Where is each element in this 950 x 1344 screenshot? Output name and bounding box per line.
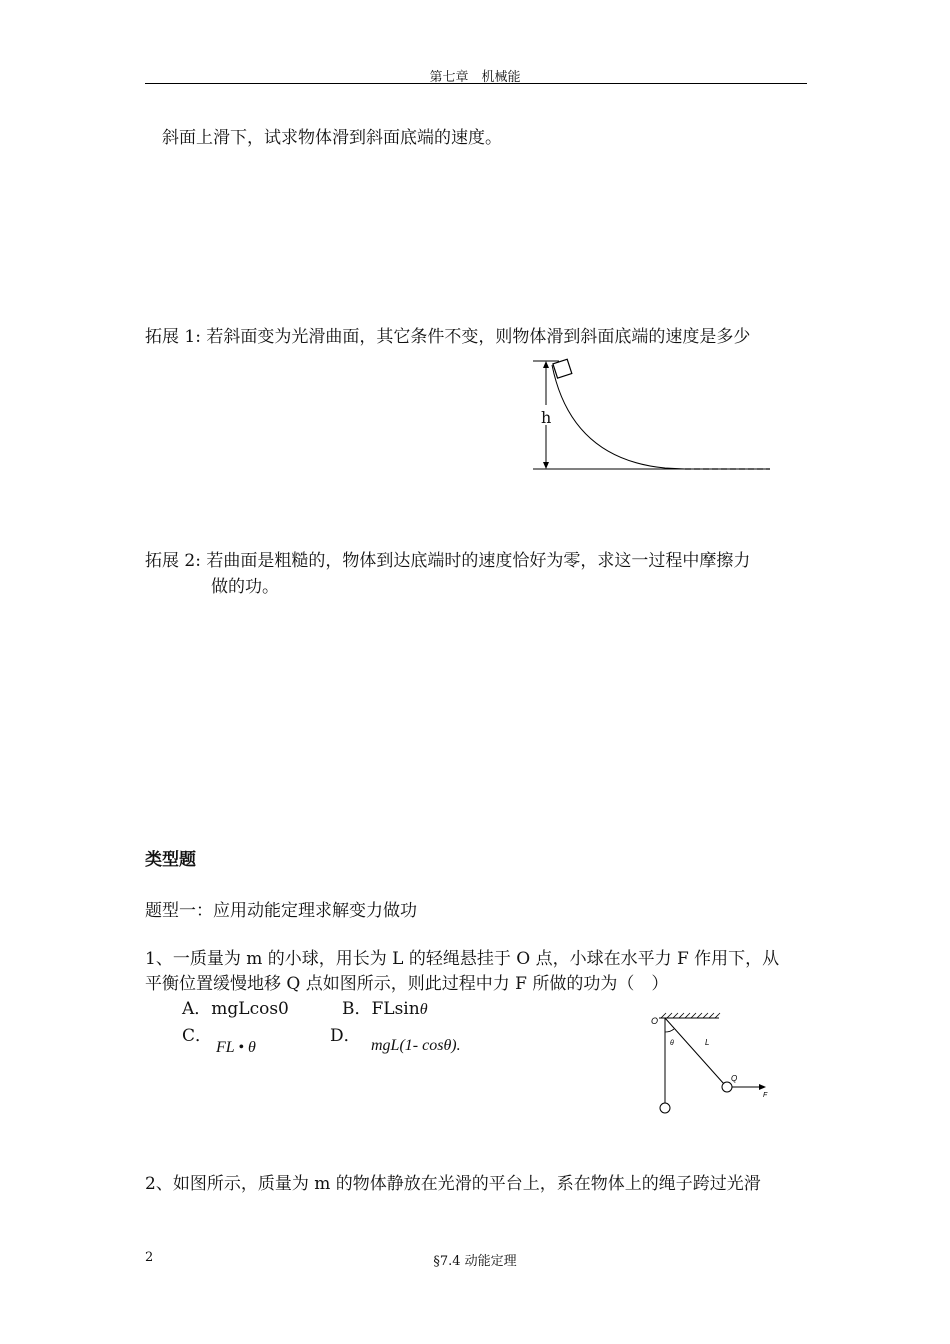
height-label: h xyxy=(541,408,552,427)
option-b-theta: θ xyxy=(419,1001,428,1018)
extension-1-text: 拓展 1: 若斜面变为光滑曲面，其它条件不变，则物体滑到斜面底端的速度是多少 xyxy=(145,327,751,347)
question-1-line2: 平衡位置缓慢地移 Q 点如图所示，则此过程中力 F 所做的功为（ ） xyxy=(145,974,669,994)
option-d-expr: mgL(1- cosθ). xyxy=(371,1037,461,1054)
section-title: 类型题 xyxy=(145,850,196,870)
option-b-text: B．FLsin xyxy=(342,999,420,1019)
length-label: L xyxy=(705,1038,710,1047)
type-1-title: 题型一：应用动能定理求解变力做功 xyxy=(145,901,417,921)
question-2-line1: 2、如图所示，质量为 m 的物体静放在光滑的平台上，系在物体上的绳子跨过光滑 xyxy=(145,1174,761,1194)
extension-2-line2: 做的功。 xyxy=(211,577,279,597)
point-o-label: O xyxy=(651,1016,659,1026)
page-number: 2 xyxy=(145,1250,154,1265)
continuation-text: 斜面上滑下，试求物体滑到斜面底端的速度。 xyxy=(162,128,502,148)
option-a: A．mgLcos0 xyxy=(182,999,289,1019)
theta-label: θ xyxy=(670,1040,674,1047)
option-c-expr: FL • θ xyxy=(216,1039,256,1056)
running-header: 第七章 机械能 xyxy=(429,70,521,85)
pendulum-figure xyxy=(645,1010,780,1120)
point-q-label: Q xyxy=(731,1074,738,1083)
option-d-label: D． xyxy=(330,1026,361,1046)
force-f-label: F xyxy=(763,1092,768,1099)
option-c-label: C． xyxy=(182,1026,213,1046)
footer-section: §7.4 动能定理 xyxy=(433,1254,517,1269)
header-rule xyxy=(145,83,807,84)
option-b xyxy=(342,995,428,1024)
question-1-line1: 1、一质量为 m 的小球，用长为 L 的轻绳悬挂于 O 点，小球在水平力 F 作用下，从 xyxy=(145,949,780,969)
curved-slope-figure xyxy=(525,355,775,480)
extension-2-line1: 拓展 2: 若曲面是粗糙的，物体到达底端时的速度恰好为零，求这一过程中摩擦力 xyxy=(145,551,751,571)
